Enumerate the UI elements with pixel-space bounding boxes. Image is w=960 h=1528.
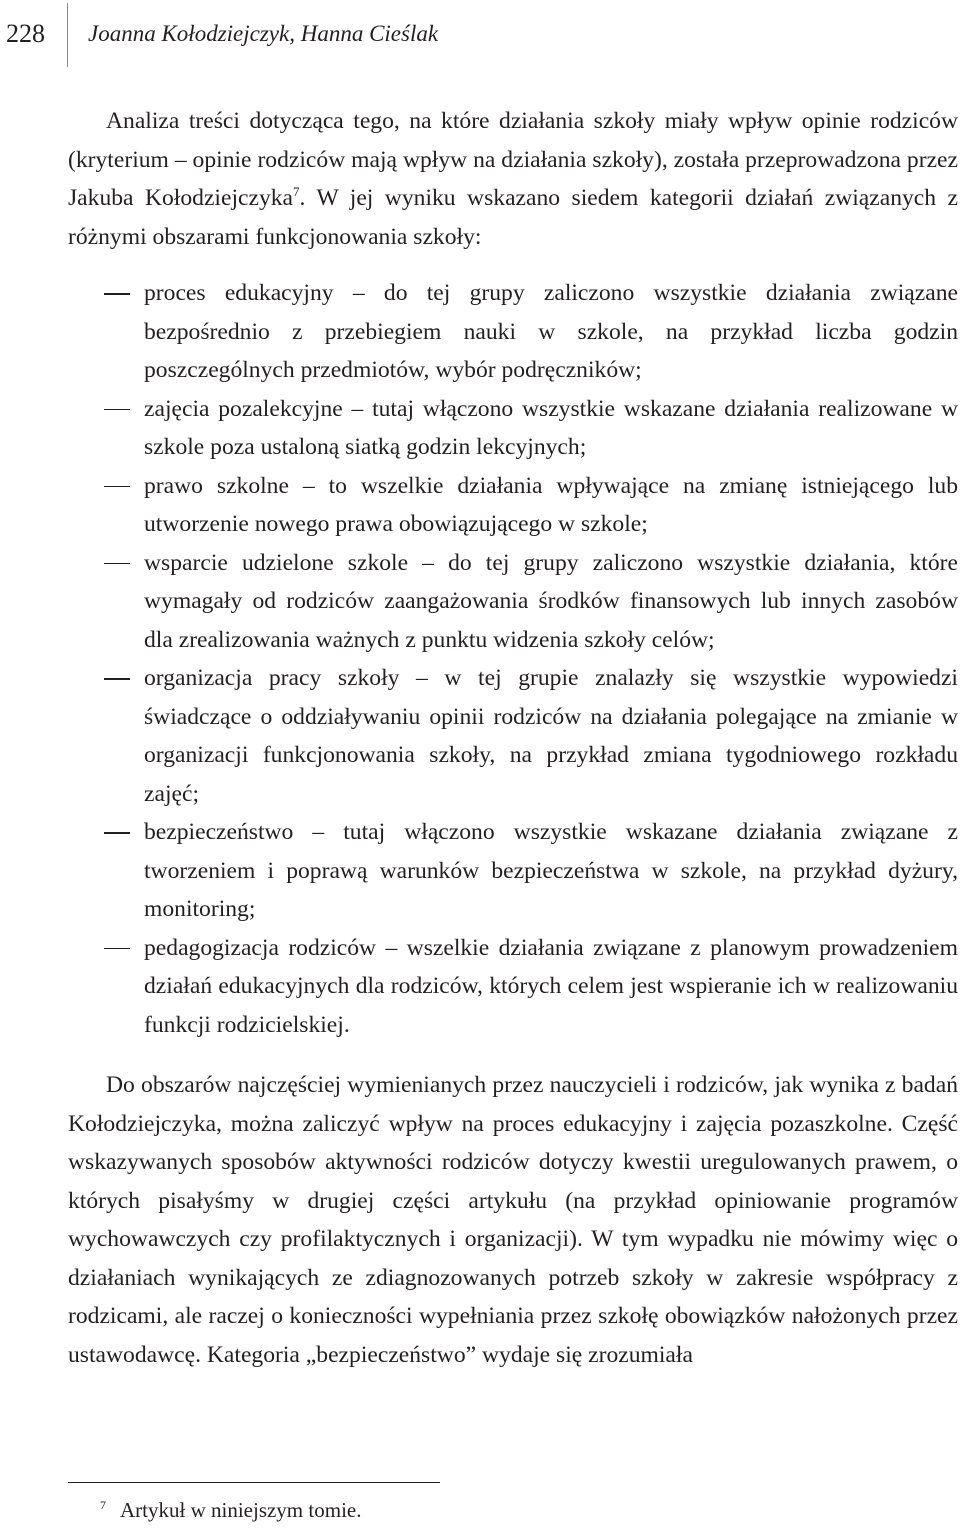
dash-bullet (104, 832, 130, 834)
footnote-reference[interactable]: 7 (293, 184, 300, 200)
footnote-text: Artykuł w niniejszym tomie. (120, 1498, 362, 1522)
list-item-text: proces edukacyjny – do tej grupy zaliczono wszystkie działania związane bezpośrednio z przebiegiem nauki w szkole, na przykład liczba godzin poszczególnych przedmiotów, wybór podręczników; (144, 280, 958, 383)
closing-paragraph: Do obszarów najczęściej wymienianych przez nauczycieli i rodziców, jak wynika z badań Kołodziejczyka, można zaliczyć wpływ na proces edukacyjny i zajęcia pozaszkolne. Część wskazywanych sposobów aktywności rodziców dotyczy kwestii uregulowanych prawem, o których pisałyśmy w drugiej części artykułu (na przykład opiniowanie programów wychowawczych czy profilaktycznych i organizacji). W tym wypadku nie mówimy więc o działaniach wynikających ze zdiagnozowanych potrzeb szkoły w zakresie współpracy z rodzicami, ale raczej o konieczności wypełniania przez szkołę obowiązków nałożonych przez ustawodawcę. Kategoria „bezpieczeństwo” wydaje się zrozumiała (68, 1072, 958, 1368)
dash-bullet (104, 563, 130, 565)
intro-text: Analiza treści dotycząca tego, na które działania szkoły miały wpływ opinie rodziców (kryterium – opinie rodziców mają wpływ na działania szkoły), została przeprowadzona przez Jakuba Kołodziejczyka (68, 108, 958, 211)
header-divider (67, 3, 68, 67)
dash-bullet (104, 293, 130, 295)
dash-bullet (104, 486, 130, 488)
list-item-text: bezpieczeństwo – tutaj włączono wszystkie wskazane działania związane z tworzeniem i poprawą warunków bezpieczeństwa w szkole, na przykład dyżury, monitoring; (144, 819, 958, 922)
footnote-separator (68, 1482, 440, 1483)
list-item (68, 467, 958, 544)
dash-bullet (104, 948, 130, 950)
list-item (68, 544, 958, 660)
main-text (68, 102, 958, 1374)
list-item (68, 929, 958, 1045)
category-list (68, 274, 958, 1044)
dash-bullet (104, 409, 130, 411)
list-item-text: pedagogizacja rodziców – wszelkie działania związane z planowym prowadzeniem działań edukacyjnych dla rodziców, których celem jest wspieranie ich w realizowaniu funkcji rodzicielskiej. (144, 934, 958, 1038)
running-head-authors: Joanna Kołodziejczyk, Hanna Cieślak (88, 21, 439, 46)
list-item (68, 390, 958, 467)
list-item-text: prawo szkolne – to wszelkie działania wpływające na zmianę istniejącego lub utworzenie nowego prawa obowiązującego w szkole; (144, 472, 958, 537)
list-item-text: organizacja pracy szkoły – w tej grupie znalazły się wszystkie wypowiedzi świadczące o oddziaływaniu opinii rodziców na działania polegające na zmianie w organizacji funkcjonowania szkoły, na przykład zmiana tygodniowego rozkładu zajęć; (144, 665, 958, 807)
page-number: 228 (6, 19, 45, 48)
list-item (68, 813, 958, 929)
page-header (0, 0, 960, 70)
list-item (68, 659, 958, 813)
dash-bullet (104, 678, 130, 680)
list-item-text: zajęcia pozalekcyjne – tutaj włączono wszystkie wskazane działania realizowane w szkole poza ustaloną siatką godzin lekcyjnych; (144, 395, 958, 460)
list-item (68, 274, 958, 390)
intro-paragraph (68, 102, 958, 256)
footnote (100, 1494, 361, 1526)
intro-text-continued: . W jej wyniku wskazano siedem kategorii działań związanych z różnymi obszarami funkcjonowania szkoły: (68, 185, 958, 250)
list-item-text: wsparcie udzielone szkole – do tej grupy zaliczono wszystkie działania, które wymagały od rodziców zaangażowania środków finansowych lub innych zasobów dla zrealizowania ważnych z punktu widzenia szkoły celów; (144, 549, 958, 653)
footnote-marker: 7 (100, 1498, 106, 1512)
